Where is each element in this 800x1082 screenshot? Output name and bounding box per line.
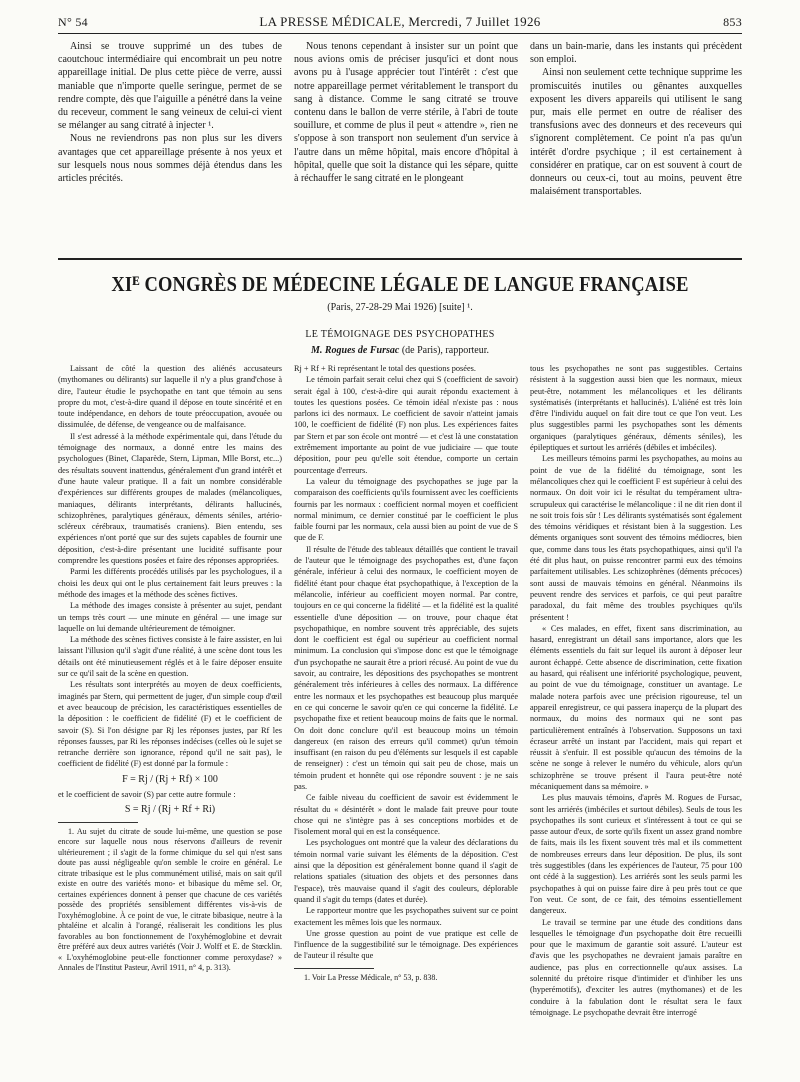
body-column-2	[294, 363, 518, 1075]
paragraph: Le travail se termine par une étude des conditions dans lesquelles le témoignage d'un psychopathe doit être recueilli pour que le maximum de garantie soit assuré. L'auteur est d'avis que les psychopathes ne devraient jamais paraître en audience, pas plus en correctionnelle qu'aux assises. La solennité du prétoire risque d'intimider et d'inhiber les uns (hyperémotifs), d'exciter les autres (mythomanes) et de les conduire à la fabulation dont le résultat sera le faux témoignage. Le psychopathe devrait être interrogé	[530, 917, 742, 1017]
paragraph: Ainsi se trouve supprimé un des tubes de caoutchouc intermédiaire qui encombrait un peu notre appareillage initial. De plus cette pièce de verre, aussi maniable que n'importe quelle seringue, permet de se rendre compte, dès que l'aiguille a pénétré dans la veine du receveur, comment le sang veineux de celui-ci vient se mélanger au sang citraté à injecter ¹.	[58, 41, 282, 132]
paragraph: Il résulte de l'étude des tableaux détaillés que contient le travail de l'auteur que le témoignage des psychopathes est, d'une façon générale, inférieur à celui des normaux, le coefficient moyen de fidélité étant pour chaque état psychopathique, à l'exception de la mélancolie, inférieur au coefficient moyen normal. Par contre, toujours en ce qui concerne la fidélité — et la fidélité est la qualité essentielle d'une déposition — on trouve, pour chaque état psychopathique, en nombre souvent très appréciable, des sujets dont le coefficient est égal ou supérieur au coefficient normal minimum. La conclusion qui s'impose donc est que le témoignage d'un psychopathe ne saurait être a priori récusé. Au point de vue du savoir, au contraire, les dépositions des psychopathes se montrent généralement très inférieures à celles des normaux. La différence entre les normaux et les psychopathes est beaucoup plus marquée en ce qui concerne le savoir qu'en ce qui concerne la fidélité. Le psychopathe fixe et retient beaucoup moins de faits que le normal. On doit donc conclure qu'il est beaucoup moins un témoin dangereux (en raison des erreurs qu'il commet) qu'un témoin insuffisant (en raison du peu d'éléments sur lesquels il est capable de renseigner) : c'est un témoin qui sait peu de chose, mais un témoin prudent et honnête qui ose répondre souvent : je ne sais pas.	[294, 544, 518, 791]
paragraph: Parmi les différents procédés utilisés par les psychologues, il a choisi les deux qui ont le plus certainement fait leurs preuves : la méthode des images et la méthode des scènes fictives.	[58, 567, 282, 599]
paragraph: La valeur du témoignage des psychopathes se juge par la comparaison des coefficients qu'ils fournissent avec les coefficients fournis par les normaux : coefficient normal moyen et coefficient normal minimum, ce dernier constitué par le coefficient le plus faible fourni par les normaux, cela aussi bien au point de vue de S que de F.	[294, 476, 518, 543]
paragraph: Les résultats sont interprétés au moyen de deux coefficients, imaginés par Stern, qui permettent de juger, d'un simple coup d'œil et avec beaucoup de précision, les caractéristiques essentielles de la déposition : le coefficient de fidélité (F) et le coefficient de savoir (S). Si l'on désigne par Rj les réponses justes, par Rf les réponses fausses, par Ri les réponses indécises (celles où le sujet se retranche derrière son ignorance, répond qu'il ne sait pas), le coefficient de fidélité (F) est donné par la formule :	[58, 680, 282, 769]
paragraph: Il s'est adressé à la méthode expérimentale qui, dans l'étude du témoignage des normaux, a donné entre les mains des psychologues (Binet, Claparède, Stern, Lipman, Mlle Borst, etc...) des résultats souvent inattendus, généralement d'un grand intérêt et d'une haute valeur pratique. Il a fait un nombre considérable d'expériences sur différents groupes de malades (mélancoliques, maniaques, délirants interprétants, délirants hallucinés, schizophrènes, paralytiques généraux, déments séniles, artério-scléreux cérébraux, traumatisés craniens). Bien entendu, ses expériences n'ont porté que sur des sujets capables de fournir une déposition, c'est-à-dire présentant une lucidité suffisante pour comprendre les questions posées et faire des réponses appropriées.	[58, 431, 282, 566]
header-rule	[58, 33, 742, 34]
top-column-3	[530, 40, 742, 250]
paragraph: Une grosse question au point de vue pratique est celle de l'influence de la suggestibilité sur le témoignage. Des expériences de l'auteur il résulte que	[294, 928, 518, 961]
paragraph: « Ces malades, en effet, fixent sans discrimination, au hasard, enregistrant un détail sans importance, alors que les éléments essentiels du fait sur lequel ils auront à déposer leur auront échappé. Cette absence de discrimination, cette fixation au hasard, qui réalisent une infériorité psychologique, peuvent, au point de vue du témoignage, constituer un avantage. Le malade notera parfois avec une précision rigoureuse, tel un appareil enregistreur, ce qui passera inaperçu de la plupart des normaux, du moins des normaux qui ne sont pas particulièrement entraînés à l'observation. Supposons un taxi écraseur arrêté un instant par l'accident, mais qui repart et réussit à s'enfuir. Il est possible qu'aucun des témoins de la scène ne songe à relever le numéro du véhicule, alors qu'un schizophrène se trouve présent il l'aura peut-être noté mécaniquement dans sa mémoire. »	[530, 623, 742, 791]
paragraph: dans un bain-marie, dans les instants qui précèdent son emploi.	[530, 41, 742, 66]
author-suffix: (de Paris), rapporteur.	[401, 345, 490, 356]
paragraph: Laissant de côté la question des aliénés accusateurs (mythomanes ou délirants) sur laquelle il n'y a plus grand'chose à dire, l'auteur étudie le psychopathe en tant que témoin au sens propre du mot, c'est-à-dire quand il dépose en toute sincérité et en toute indépendance, en dehors de toute préoccupation, avouée ou dissimulée, de défense, de vengeance ou de malfaisance.	[58, 364, 282, 430]
paragraph: Rj + Rf + Ri représentant le total des questions posées.	[294, 364, 476, 373]
footnote-rule	[294, 968, 374, 969]
footnote	[294, 973, 518, 984]
article-subtitle: (Paris, 27-28-29 Mai 1926) [suite] ¹.	[327, 302, 473, 313]
running-header	[58, 12, 742, 32]
section-title: LE TÉMOIGNAGE DES PSYCHOPATHES	[305, 329, 495, 340]
paragraph: La méthode des scènes fictives consiste à le faire assister, en lui laissant l'illusion qu'il s'agit d'une réalité, à une scène dont tous les détails ont été minutieusement réglés et à le faire déposer ensuite sur ce qu'il sait de la scène en question.	[58, 635, 282, 679]
footnote	[58, 827, 282, 974]
paragraph: tous les psychopathes ne sont pas suggestibles. Certains résistent à la suggestion aussi bien que les normaux, mieux peut-être, notamment les mélancoliques et les délirants systématisés (interprétants et hallucinés). L'aliéné est très loin d'être l'individu auquel on fait dire tout ce que l'on veut. Les plus suggestibles parmi les psychopathes sont les déments organiques (paralytiques généraux, déments séniles), les épileptiques et surtout les arriérés (débiles et imbéciles).	[530, 364, 742, 453]
journal-title: LA PRESSE MÉDICALE, Mercredi, 7 Juillet 1926	[259, 14, 541, 29]
footnote-text: 1. Voir La Presse Médicale, n° 53, p. 838.	[304, 972, 438, 982]
formula-savoir: S = Rj / (Rj + Rf + Ri)	[124, 804, 216, 816]
footnote-rule	[58, 822, 138, 823]
issue-number: N° 54	[58, 15, 88, 29]
paragraph: Le témoin parfait serait celui chez qui S (coefficient de savoir) serait égal à 100, c'est-à-dire qui aurait répondu exactement à toutes les questions posées. Ce témoin idéal n'existe pas : nous parlons ici des normaux. Le coefficient de savoir n'atteint jamais 100, le coefficient de fidélité (F) non plus. Les expériences faites par Stern et par son école ont montré — et c'est là une constatation extrêmement importante au point de vue judiciaire — que toute déposition, pour peu qu'elle soit étendue, comporte un certain pourcentage d'erreurs.	[294, 375, 518, 475]
paragraph: Ainsi non seulement cette technique supprime les promiscuités inutiles ou gênantes auxquelles exposent les divers appareils qui utilisent le sang pur, mais elle permet en outre de réaliser des transfusions avec des donneurs et des receveurs qui s'ignorent complètement. Ce point n'a pas qu'un intérêt d'ordre psychique ; il est certainement à considérer en pratique, car on est souvent à court de donneurs ou ceux-ci, tout au moins, peuvent être malaisément transportables.	[530, 67, 742, 198]
formula-fidelity: F = Rj / (Rj + Rf) × 100	[122, 773, 218, 785]
page-number: 853	[723, 15, 742, 29]
top-column-1	[58, 40, 282, 250]
article-title: XIᴱ CONGRÈS DE MÉDECINE LÉGALE DE LANGUE FRANÇAISE	[111, 272, 689, 296]
top-column-2	[294, 40, 518, 250]
paragraph: Le rapporteur montre que les psychopathes suivent sur ce point exactement les mêmes lois que les normaux.	[294, 906, 518, 927]
paragraph: Ce faible niveau du coefficient de savoir est évidemment le résultat du « désintérêt » dont le malade fait preuve pour toute chose qui ne s'intègre pas à ses conceptions morbides et de l'isolement moral qui en est la conséquence.	[294, 793, 518, 837]
paragraph: Les meilleurs témoins parmi les psychopathes, au moins au point de vue de la fidélité du témoignage, sont les mélancoliques chez qui le coefficient F est supérieur à celui des normaux. On doit voir ici le résultat du tempérament ultra-scrupuleux qui caractérise le mélancolique : il ne dit rien dont il ne soit trois fois sûr ! Les délirants systématisés sont également des témoins véridiques et résistant bien à la suggestion. Les déments organiques sont souvent des témoins médiocres, bien que, comme dans tous les états psychopathiques, ainsi qu'il l'a été dit plus haut, on puisse rencontrer parmi eux des témoins parfaitement utilisables. Les schizophrènes (déments précoces) sont aussi de mauvais témoins en général. Néanmoins ils peuvent rendre des services et parfois, ce qui peut paraître paradoxal, du fait même des troubles psychiques qu'ils présentent !	[530, 454, 742, 622]
author-line	[58, 345, 742, 356]
body-column-3	[530, 363, 742, 1075]
paragraph: Nous ne reviendrons pas non plus sur les divers avantages que cet appareillage présente à nos yeux et sur lesquels nous nous sommes déjà étendus dans les articles précités.	[58, 133, 282, 185]
paragraph: Les plus mauvais témoins, d'après M. Rogues de Fursac, sont les arriérés (imbéciles et surtout débiles). Seuls de tous les psychopathes ils sont curieux et s'intéressent à tout ce qui se passe autour d'eux, de sorte qu'ils fixent un assez grand nombre de faits, mais ils les fixent souvent très mal et ils commettent de nombreuses erreurs dans leur déposition. De plus, ils sont très suggestibles (dans les expériences de l'auteur, 75 pour 100 ont cédé à la suggestion). Les arriérés sont les seuls parmi les psychopathes à qui on puisse faire dire à peu près tout ce que l'on veut. Ce sont, de ce fait, des témoins essentiellement dangereux.	[530, 793, 742, 916]
paragraph: Nous tenons cependant à insister sur un point que nous avions omis de préciser jusqu'ici et dont nous avons pu à l'usage apprécier tout l'intérêt : c'est que notre appareillage permet véritablement le transport du sang à distance. Comme le sang citraté se trouve contenu dans le ballon de verre stérile, à l'abri de toute souillure, et comme de plus il peut « attendre », rien ne s'oppose à son transport non seulement d'un service à l'autre dans un même hôpital, mais encore d'hôpital à hôpital, quelle que soit la distance qui les sépare, quitte à réchauffer le sang citraté en le plongeant	[294, 41, 518, 185]
footnote-text: 1. Au sujet du citrate de soude lui-même, une question se pose encore sur laquelle nous nous réservons d'ailleurs de revenir ultérieurement ; il s'agit de la forme chimique du sel qui n'est sans doute pas aussi négligeable qu'on semble le croire en général. Le citrate tribasique est le plus communément utilisé, mais on sait qu'il existe en outre des variétés mono- et bibasique du même sel. Or, certaines expériences donnent à penser que chacune de ces variétés possède des propriétés sensiblement différentes vis-à-vis de l'oxyhémoglobine. À ce point de vue, le citrate bibasique, neutre à la phtaléine et alcalin à l'orangé, réaliserait les conditions les plus favorables au bon fonctionnement de l'oxyhémoglobine et devrait être préféré aux deux autres variétés (Voir J. Wolff et E. de Stœcklin. « L'oxyhémoglobine peut-elle fonctionner comme peroxydase? » Annales de l'Institut Pasteur, Avril 1911, n° 4, p. 313).	[58, 826, 282, 973]
body-column-1	[58, 363, 282, 1075]
section-rule	[58, 258, 742, 260]
paragraph: Les psychologues ont montré que la valeur des déclarations du témoin normal varie suivant les éléments de la déposition. C'est ainsi que la déposition est généralement bonne quand il s'agit de relations spatiales (situation des objets et des personnes dans l'espace), très mauvaise quand il s'agit des couleurs, déplorable quand il s'agit du temps (dates et durée).	[294, 838, 518, 904]
paragraph: La méthode des images consiste à présenter au sujet, pendant un temps très court — une minute en général — une image sur laquelle on lui demande ultérieurement de témoigner.	[58, 601, 282, 633]
paragraph: et le coefficient de savoir (S) par cette autre formule :	[58, 789, 236, 799]
author-name: M. Rogues de Fursac	[310, 345, 400, 356]
